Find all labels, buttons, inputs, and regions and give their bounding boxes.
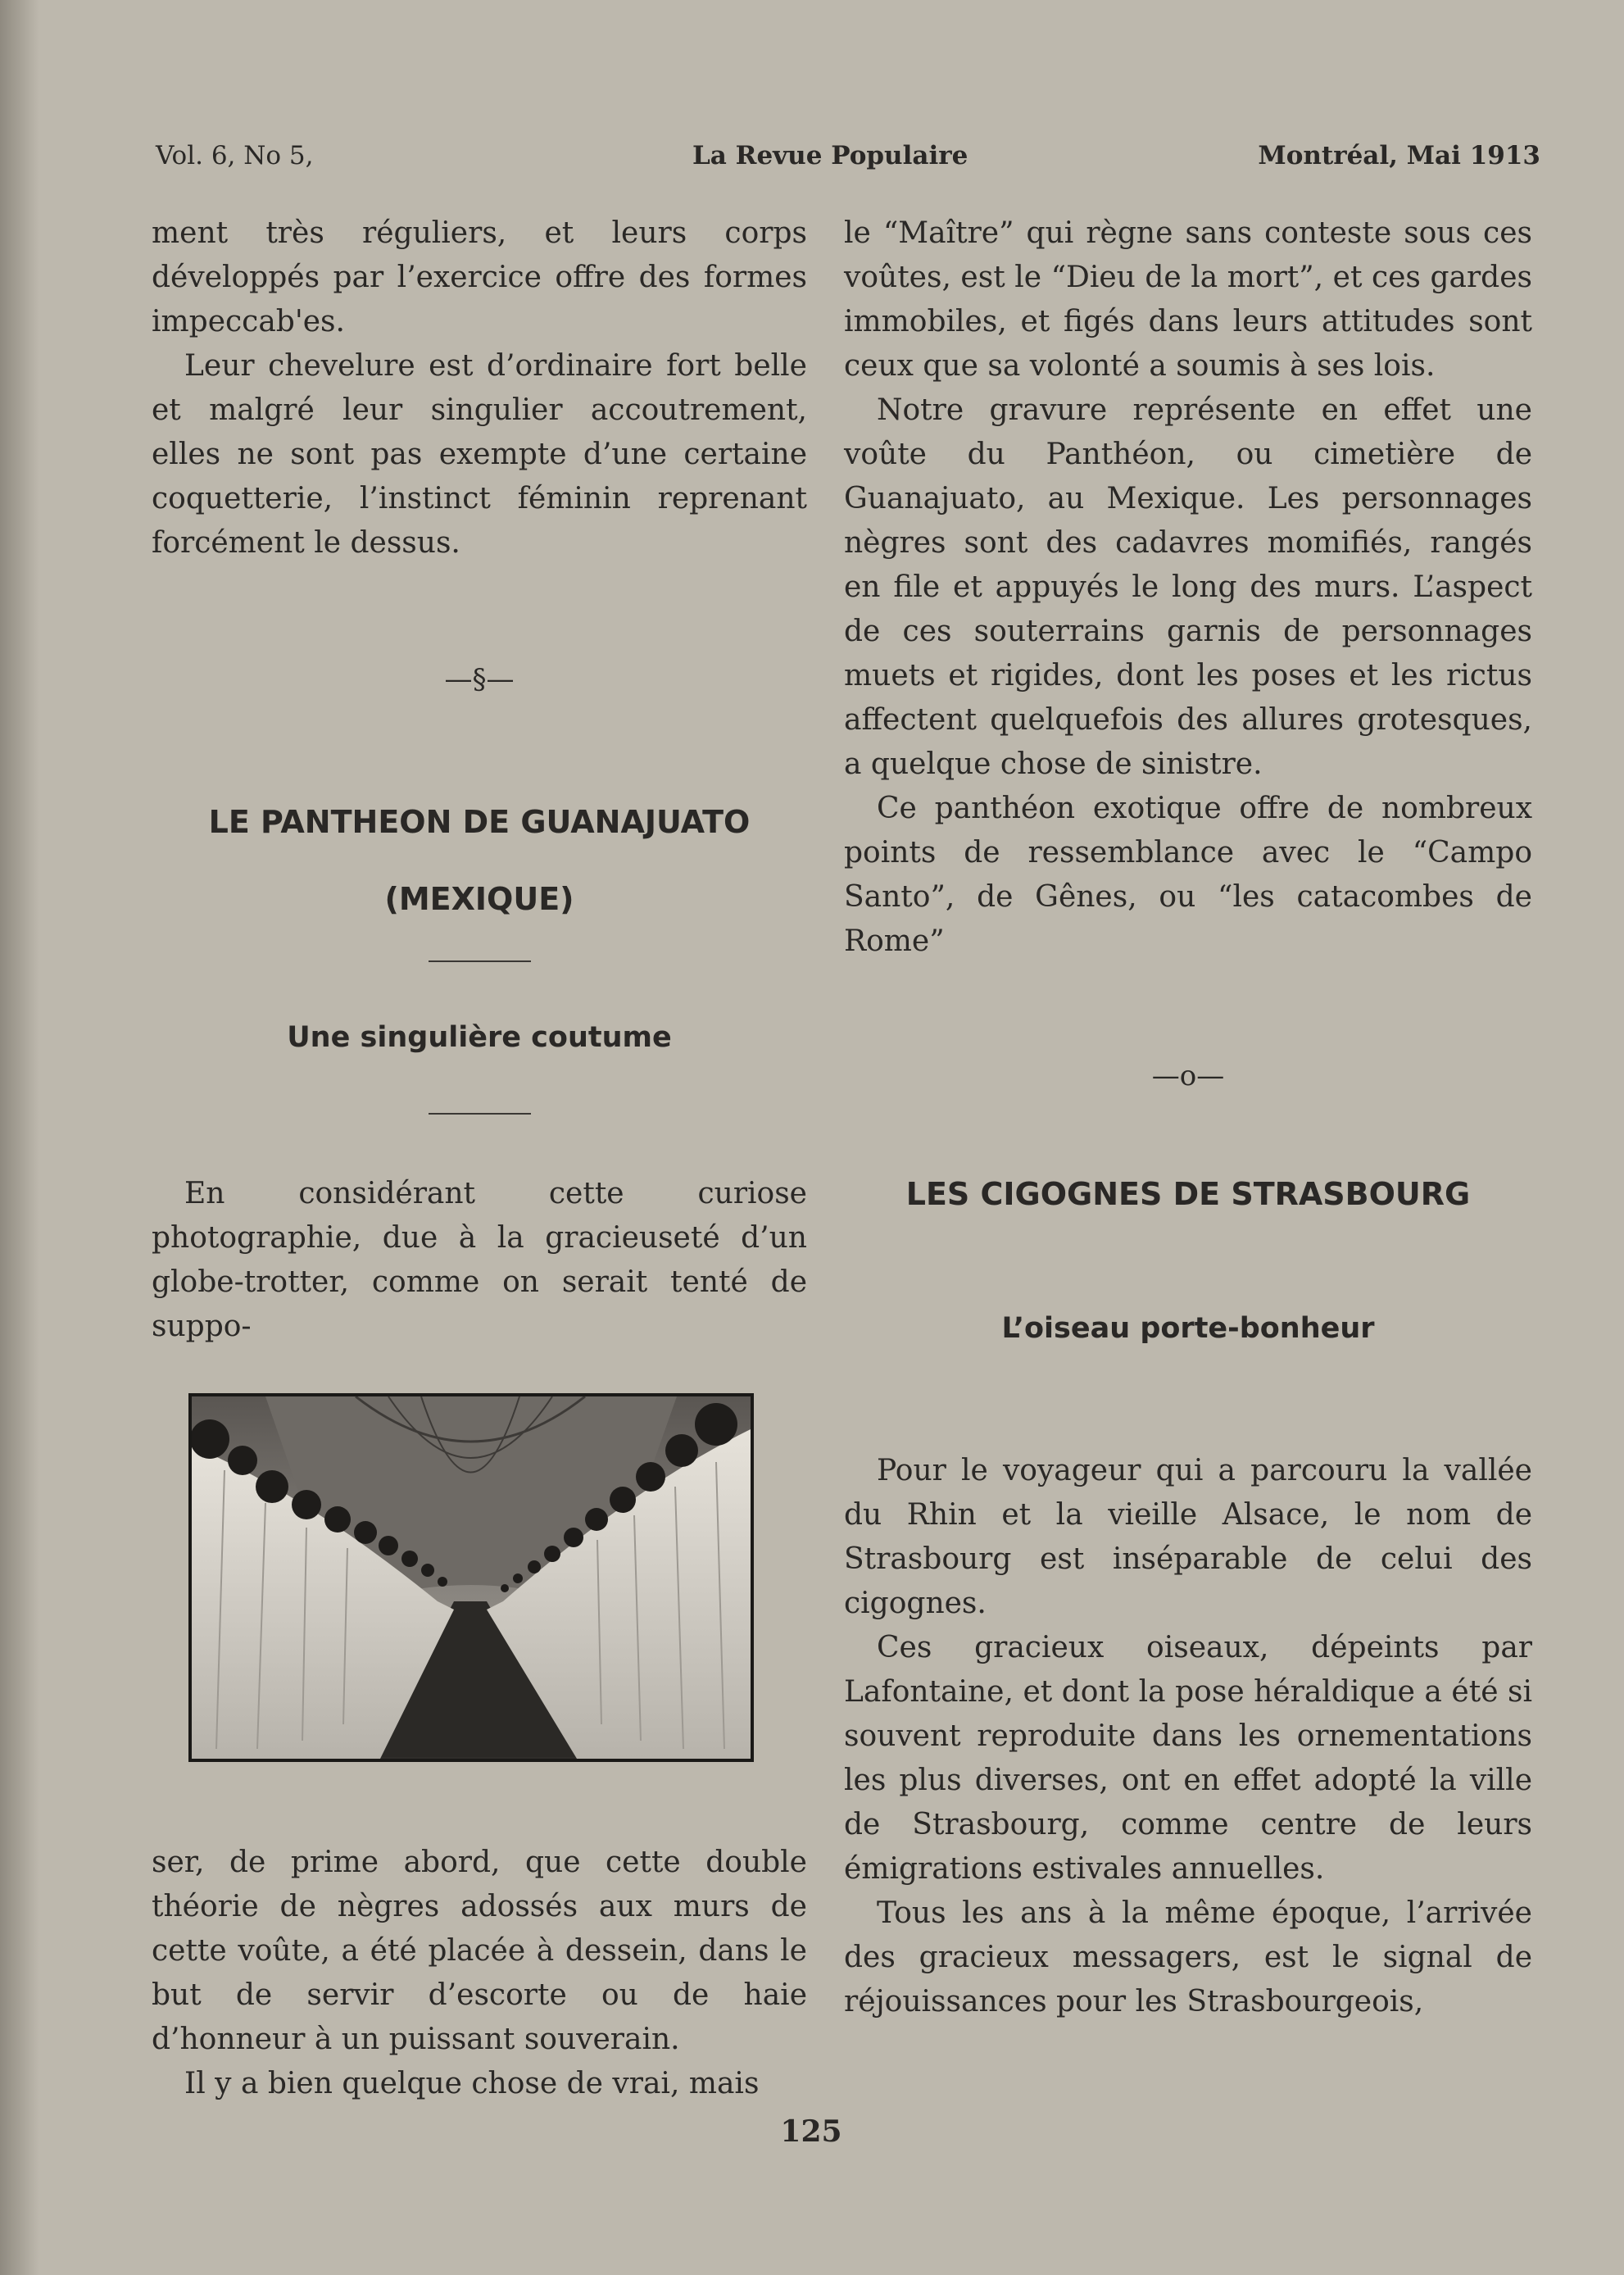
paragraph: Pour le voyageur qui a parcouru la vallée du Rhin et la vieille Alsace, le nom de Strasbourg est inséparable de celui des cigognes.: [844, 1454, 1532, 1620]
paragraph: ment très réguliers, et leurs corps développés par l’exercice offre des formes impeccab'es.: [152, 216, 807, 338]
paragraph: ser, de prime abord, que cette double théorie de nègres adossés aux murs de cette voûte, a été placée à dessein, dans le but de servir d’escorte ou de haie d’honneur à un puissant souverain.: [152, 1846, 807, 2056]
running-header: [156, 141, 1540, 190]
section-separator: —o—: [1151, 1060, 1225, 1092]
catacomb-photo-image: [192, 1396, 751, 1759]
paragraph: Ces gracieux oiseaux, dépeints par Lafontaine, et dont la pose héraldique a été si souvent reproduite dans les ornementations les plus diverses, ont en effet adopté la ville de Strasbourg, comme centre de leurs émigrations estivales annuelles.: [844, 1631, 1532, 1886]
paragraph: Tous les ans à la même époque, l’arrivée des gracieux messagers, est le signal de réjouissances pour les Strasbourgeois,: [844, 1896, 1532, 2018]
section-separator: —§—: [444, 663, 515, 696]
paragraph: Il y a bien quelque chose de vrai, mais: [184, 2067, 760, 2100]
paragraph: Leur chevelure est d’ordinaire fort belle et malgré leur singulier accoutrement, elles ne sont pas exempte d’une certaine coquetterie, l’instinct féminin reprenant forcément le dessus.: [152, 349, 807, 560]
article-title: LES CIGOGNES DE STRASBOURG: [905, 1176, 1471, 1212]
paragraph: Ce panthéon exotique offre de nombreux points de ressemblance avec le “Campo Santo”, de Gênes, ou “les catacombes de Rome”: [844, 792, 1532, 958]
volume-number: Vol. 6, No 5,: [156, 141, 314, 170]
left-column: [152, 211, 807, 2106]
article-subtitle: Une singulière coutume: [287, 1021, 672, 1054]
right-column: [844, 211, 1532, 2024]
paragraph: Notre gravure représente en effet une voûte du Panthéon, ou cimetière de Guanajuato, au Mexique. Les personnages nègres sont des cadavres momifiés, rangés en file et appuyés le long des murs. L’aspect de ces souterrains garnis de personnages muets et rigides, dont les poses et les rictus affectent quelquefois des allures grotesques, a quelque chose de sinistre.: [844, 393, 1532, 781]
page-number: 125: [780, 2114, 842, 2149]
journal-title: La Revue Populaire: [692, 141, 969, 170]
issue-date: Montréal, Mai 1913: [1258, 141, 1540, 170]
article-title: LE PANTHEON DE GUANAJUATO: [208, 804, 751, 840]
article-subtitle: L’oiseau porte-bonheur: [1001, 1312, 1375, 1345]
paragraph: En considérant cette curiose photographie, due à la gracieuseté d’un globe-trotter, comme on serait tenté de suppo-: [152, 1177, 807, 1343]
paragraph: le “Maître” qui règne sans conteste sous ces voûtes, est le “Dieu de la mort”, et ces gardes immobiles, et figés dans leurs attitudes sont ceux que sa volonté a soumis à ses lois.: [844, 216, 1532, 383]
catacomb-photograph: [188, 1393, 754, 1762]
article-title-subline: (MEXIQUE): [384, 881, 574, 917]
